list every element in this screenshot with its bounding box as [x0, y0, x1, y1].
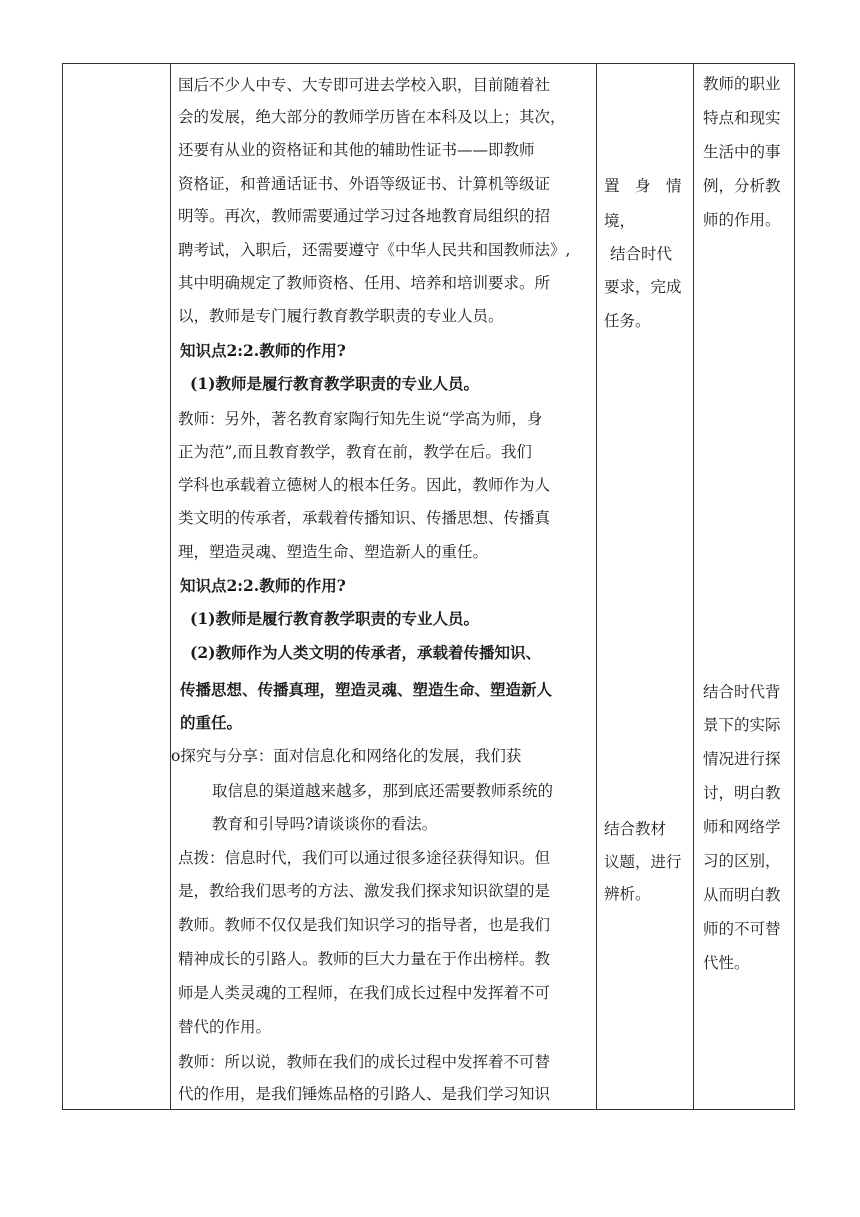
knowledge-point-item: (1)教师是履行教育教学职责的专业人员。 [190, 374, 479, 393]
knowledge-point-item: (1)教师是履行教育教学职责的专业人员。 [190, 609, 479, 628]
knowledge-point-heading: 知识点2:2.教师的作用? [180, 576, 346, 595]
text-line: 聘考试，入职后，还需要遵守《中华人民共和国教师法》, [178, 241, 571, 259]
student-activity-line: 结合时代 [610, 245, 673, 263]
text-line: 类文明的传承者，承载着传播知识、传播思想、传播真 [178, 509, 551, 527]
text-line: 点拨：信息时代，我们可以通过很多途径获得知识。但 [178, 849, 551, 867]
design-intent-line: 生活中的事 [703, 143, 781, 161]
text-line: 教育和引导吗?请谈谈你的看法。 [212, 815, 438, 833]
lesson-table [62, 63, 795, 1110]
design-intent-line: 教师的职业 [703, 75, 781, 93]
knowledge-point-item: 的重任。 [180, 713, 243, 732]
text-line: 还要有从业的资格证和其他的辅助性证书——即教师 [178, 141, 535, 159]
design-intent-line: 结合时代背 [703, 683, 781, 701]
text-line: 教师：另外，著名教育家陶行知先生说“学高为师，身 [178, 410, 543, 428]
text-line: 资格证，和普通话证书、外语等级证书、计算机等级证 [178, 175, 551, 193]
design-intent-line: 特点和现实 [703, 109, 781, 127]
text-line: 教师。教师不仅仅是我们知识学习的指导者，也是我们 [178, 916, 551, 934]
text-line: 代的作用，是我们锤炼品格的引路人、是我们学习知识 [178, 1085, 551, 1103]
student-activity-line: 境， [604, 212, 636, 230]
knowledge-point-heading: 知识点2:2.教师的作用? [180, 341, 346, 360]
text-line: 是，教给我们思考的方法、激发我们探求知识欲望的是 [178, 882, 551, 900]
student-activity-line: 议题，进行 [604, 853, 682, 871]
student-activity-line: 辨析。 [604, 885, 651, 903]
text-line: 精神成长的引路人。教师的巨大力量在于作出榜样。教 [178, 950, 551, 968]
student-activity-line: 任务。 [604, 312, 651, 330]
student-activity-line: 置 身 情 [604, 177, 682, 195]
column-divider [170, 64, 171, 1109]
text-line: 取信息的渠道越来越多，那到底还需要教师系统的 [212, 782, 554, 800]
design-intent-line: 情况进行探 [703, 750, 781, 768]
text-line: 替代的作用。 [178, 1018, 272, 1036]
knowledge-point-item: 传播思想、传播真理，塑造灵魂、塑造生命、塑造新人 [180, 680, 553, 699]
text-line: 其中明确规定了教师资格、任用、培养和培训要求。所 [178, 274, 551, 292]
column-divider [596, 64, 597, 1109]
text-line: 学科也承载着立德树人的根本任务。因此，教师作为人 [178, 476, 551, 494]
text-line: 以，教师是专门履行教育教学职责的专业人员。 [178, 307, 504, 325]
text-line: 师是人类灵魂的工程师，在我们成长过程中发挥着不可 [178, 984, 551, 1002]
explore-share-prompt: o探究与分享：面对信息化和网络化的发展，我们获 [171, 747, 522, 765]
design-intent-line: 师的不可替 [703, 920, 781, 938]
student-activity-line: 要求，完成 [604, 278, 682, 296]
text-line: 正为范”,而且教育教学，教育在前，教学在后。我们 [178, 443, 532, 461]
text-line: 明等。再次，教师需要通过学习过各地教育局组织的招 [178, 207, 551, 225]
design-intent-line: 习的区别， [703, 852, 781, 870]
design-intent-line: 师的作用。 [703, 211, 781, 229]
text-line: 理，塑造灵魂、塑造生命、塑造新人的重任。 [178, 543, 489, 561]
student-activity-line: 结合教材 [604, 820, 667, 838]
text-line: 国后不少人中专、大专即可进去学校入职，目前随着社 [178, 76, 551, 94]
column-divider [693, 64, 694, 1109]
text-line: 会的发展，绝大部分的教师学历皆在本科及以上；其次， [178, 108, 566, 126]
design-intent-line: 代性。 [703, 954, 750, 972]
design-intent-line: 从而明白教 [703, 886, 781, 904]
design-intent-line: 讨，明白教 [703, 784, 781, 802]
text-line: 教师：所以说，教师在我们的成长过程中发挥着不可替 [178, 1053, 551, 1071]
design-intent-line: 景下的实际 [703, 716, 781, 734]
design-intent-line: 师和网络学 [703, 818, 781, 836]
design-intent-line: 例，分析教 [703, 177, 781, 195]
knowledge-point-item: (2)教师作为人类文明的传承者，承载着传播知识、 [190, 643, 541, 662]
